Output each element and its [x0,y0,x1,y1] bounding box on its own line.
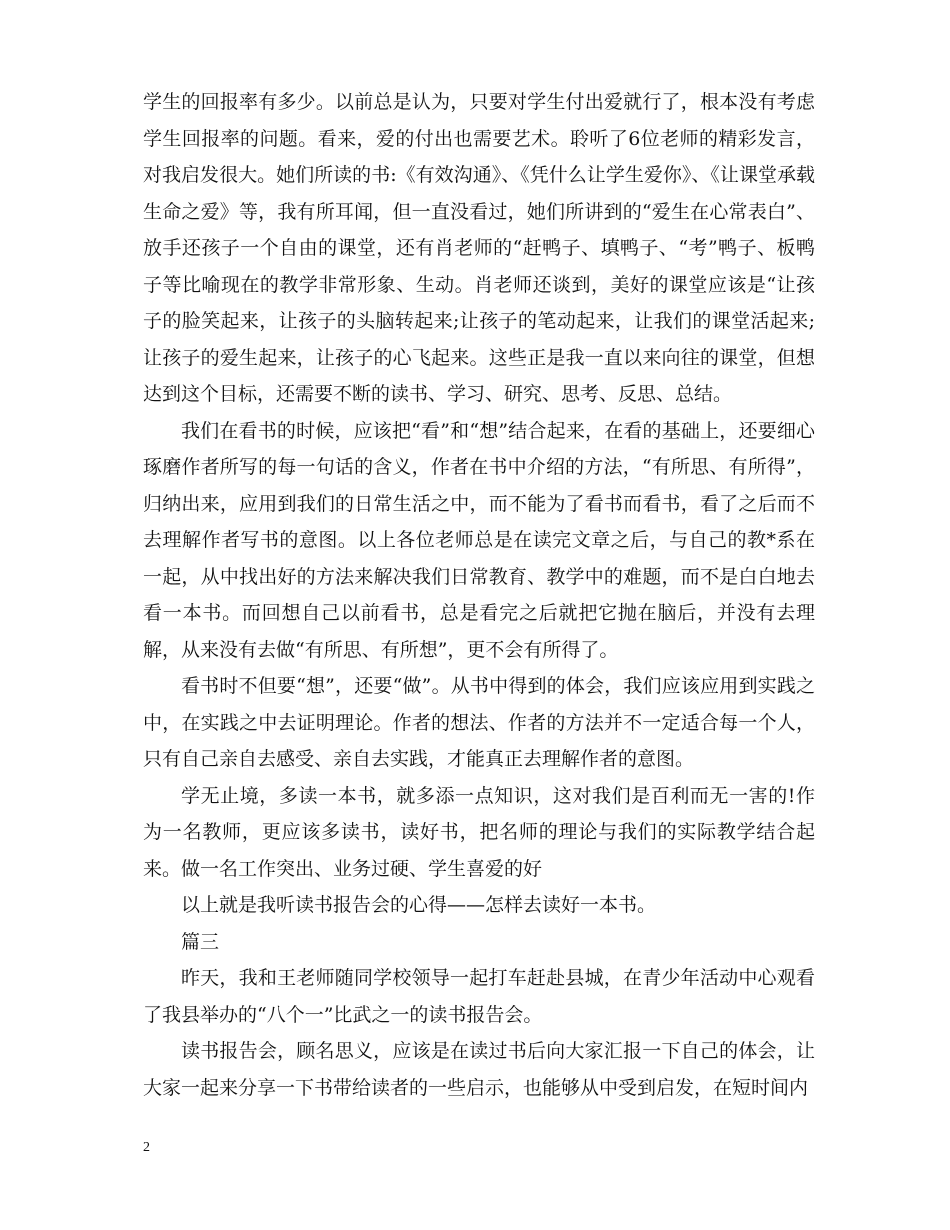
paragraph-6: 昨天，我和王老师随同学校领导一起打车赶赴县城，在青少年活动中心观看了我县举办的“八个一”比武之一的读书报告会。 [143,967,815,1026]
paragraph-2: 我们在看书的时候，应该把“看”和“想”结合起来，在看的基础上，还要细心琢磨作者所写的每一句话的含义，作者在书中介绍的方法，“有所思、有所得”，归纳出来，应用到我们的日常生活之中，而不能为了看书而看书，看了之后而不去理解作者写书的意图。以上各位老师总是在读完文章之后，与自己的教*系在一起，从中找出好的方法来解决我们日常教育、教学中的难题，而不是白白地去看一本书。而回想自己以前看书，总是看完之后就把它抛在脑后，并没有去理解，从来没有去做“有所思、有所想”，更不会有所得了。 [143,419,815,661]
section-heading: 篇三 [181,930,220,953]
paragraph-4: 学无止境，多读一本书，就多添一点知识，这对我们是百利而无一害的!作为一名教师，更应该多读书，读好书，把名师的理论与我们的实际教学结合起来。做一名工作突出、业务过硬、学生喜爱的好 [143,784,815,880]
paragraph-7: 读书报告会，顾名思义，应该是在读过书后向大家汇报一下自己的体会，让大家一起来分享一下书带给读者的一些启示，也能够从中受到启发，在短时间内 [143,1040,815,1099]
page-number: 2 [143,1140,150,1155]
paragraph-1: 学生的回报率有多少。以前总是认为，只要对学生付出爱就行了，根本没有考虑学生回报率的问题。看来，爱的付出也需要艺术。聆听了6位老师的精彩发言，对我启发很大。她们所读的书:《有效沟通》、《凭什么让学生爱你》、《让课堂承载生命之爱》等，我有所耳闻，但一直没看过，她们所讲到的“爱生在心常表白”、放手还孩子一个自由的课堂，还有肖老师的“赶鸭子、填鸭子、“考”鸭子、板鸭子等比喻现在的教学非常形象、生动。肖老师还谈到，美好的课堂应该是“让孩子的脸笑起来，让孩子的头脑转起来;让孩子的笔动起来，让我们的课堂活起来;让孩子的爱生起来，让孩子的心飞起来。这些正是我一直以来向往的课堂，但想达到这个目标，还需要不断的读书、学习、研究、思考、反思、总结。 [143,91,815,405]
body-text [143,84,815,1106]
paragraph-5: 以上就是我听读书报告会的心得——怎样去读好一本书。 [181,894,657,916]
paragraph-3: 看书时不但要“想”，还要“做”。从书中得到的体会，我们应该应用到实践之中，在实践之中去证明理论。作者的想法、作者的方法并不一定适合每一个人，只有自己亲自去感受、亲自去实践，才能真正去理解作者的意图。 [143,675,815,770]
